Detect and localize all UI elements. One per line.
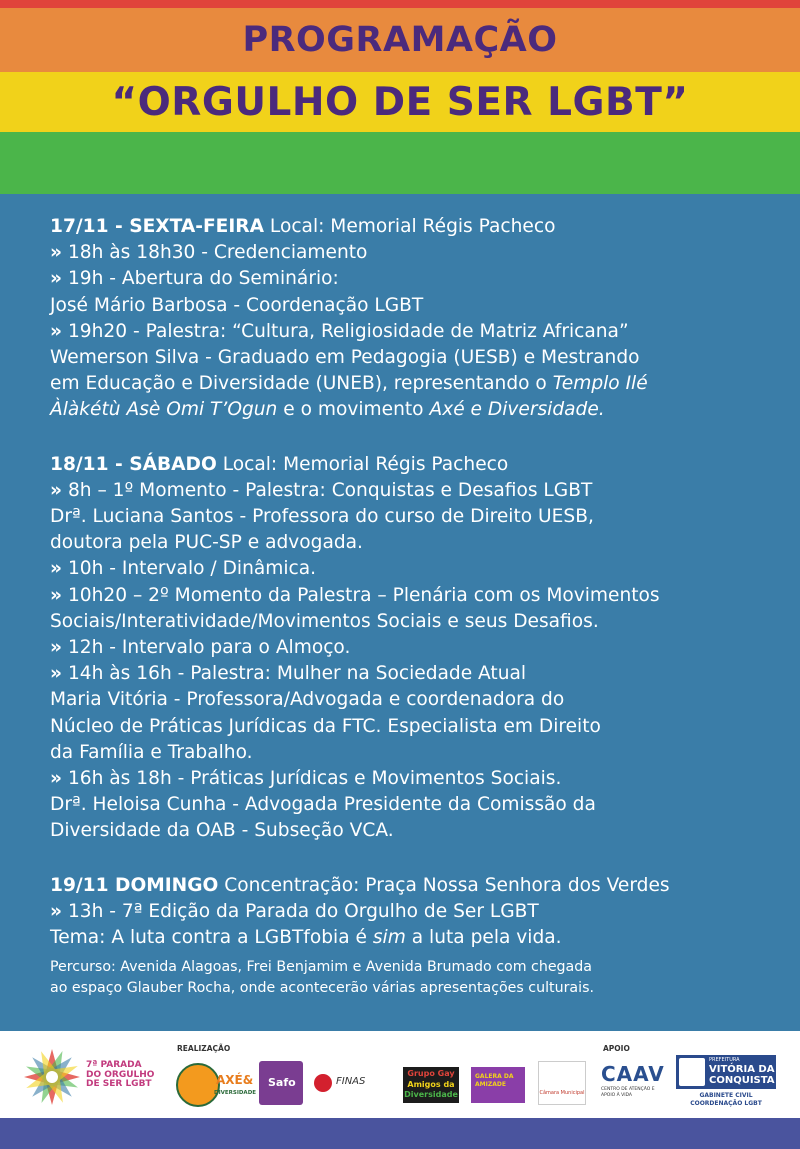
- footer-logos: [0, 1031, 800, 1118]
- schedule-item: [50, 899, 790, 925]
- speaker-line: Drª. Luciana Santos - Professora do curso de Direito UESB,: [50, 506, 594, 528]
- text: em Educação e Diversidade (UNEB), representando o: [50, 373, 553, 395]
- rainbow-stripe-green: [0, 132, 800, 194]
- realizacao-label: REALIZAÇÃO: [177, 1044, 231, 1053]
- day2-heading: 18/11 - SÁBADO: [50, 453, 217, 475]
- title-programacao: PROGRAMAÇÃO: [242, 20, 558, 60]
- bottom-stripe-purple: [0, 1118, 800, 1149]
- italic-text: sim: [372, 927, 406, 949]
- speaker-line: [50, 371, 790, 397]
- axe-diversidade-logo-icon: [176, 1063, 220, 1107]
- schedule-item: [50, 661, 790, 687]
- schedule-item: [50, 556, 790, 582]
- day2-location: Local: Memorial Régis Pacheco: [216, 453, 509, 475]
- schedule-item: [50, 319, 790, 345]
- bullet-icon: »: [50, 663, 63, 685]
- camara-logo: Câmara Municipal: [538, 1061, 586, 1105]
- grupo-gay-logo: [403, 1067, 459, 1103]
- speaker-line: Drª. Heloisa Cunha - Advogada Presidente da Comissão da: [50, 794, 596, 816]
- schedule-item: [50, 635, 790, 661]
- item-text: 18h às 18h30 - Credenciamento: [67, 242, 368, 264]
- bullet-icon: »: [50, 637, 63, 659]
- day1-heading-line: [50, 214, 790, 240]
- galera-amizade-logo: GALERA DA AMIZADE: [471, 1067, 525, 1103]
- speaker-line: [50, 397, 790, 423]
- spacer: [50, 845, 790, 873]
- italic-text: Axé e Diversidade.: [429, 399, 605, 421]
- bullet-icon: »: [50, 320, 63, 342]
- prefeitura-crest-icon: [679, 1058, 705, 1086]
- grupo-gay-line: Diversidade: [404, 1090, 458, 1099]
- prefeitura-logo: [676, 1055, 776, 1089]
- item-text: 19h20 - Palestra: “Cultura, Religiosidade de Matriz Africana”: [67, 320, 629, 342]
- bullet-icon: »: [50, 268, 63, 290]
- prefeitura-line: VITÓRIA DA: [709, 1064, 775, 1075]
- item-text: 16h às 18h - Práticas Jurídicas e Movimentos Sociais.: [67, 768, 562, 790]
- theme-line: [50, 925, 790, 951]
- spacer: [50, 424, 790, 452]
- caav-logo-sub: CENTRO DE ATENÇÃO E APOIO À VIDA: [601, 1087, 655, 1098]
- parada-logo-text: [86, 1061, 154, 1090]
- day3-heading: 19/11 DOMINGO: [50, 874, 219, 896]
- bullet-icon: »: [50, 900, 63, 922]
- gabinete-text: [676, 1092, 776, 1108]
- gabinete-line: GABINETE CIVIL: [699, 1092, 753, 1099]
- speaker-line: Wemerson Silva - Graduado em Pedagogia (UESB) e Mestrando: [50, 347, 640, 369]
- schedule-item: [50, 478, 790, 504]
- item-text: 19h - Abertura do Seminário:: [67, 268, 339, 290]
- grupo-gay-line: Amigos da: [407, 1079, 455, 1089]
- bullet-icon: »: [50, 479, 63, 501]
- italic-text: Templo Ilé: [552, 373, 648, 395]
- route-line: ao espaço Glauber Rocha, onde acontecerão várias apresentações culturais.: [50, 979, 594, 996]
- gabinete-line: COORDENAÇÃO LGBT: [690, 1100, 762, 1107]
- parada-line: 7ª PARADA: [86, 1060, 142, 1070]
- text: Tema: A luta contra a LGBTfobia é: [50, 927, 373, 949]
- item-text: 10h20 – 2º Momento da Palestra – Plenária com os Movimentos: [67, 584, 660, 606]
- speaker-line: José Mário Barbosa - Coordenação LGBT: [50, 294, 424, 316]
- schedule-item: [50, 766, 790, 792]
- route-line: Percurso: Avenida Alagoas, Frei Benjamim e Avenida Brumado com chegada: [50, 959, 592, 976]
- speaker-line: da Família e Trabalho.: [50, 741, 253, 763]
- safo-logo-text: Safo: [268, 1076, 296, 1089]
- speaker-line: doutora pela PUC-SP e advogada.: [50, 532, 363, 554]
- parada-line: DE SER LGBT: [86, 1079, 152, 1089]
- item-text: 13h - 7ª Edição da Parada do Orgulho de Ser LGBT: [67, 900, 539, 922]
- finas-logo-icon: [314, 1074, 332, 1092]
- speaker-line: Diversidade da OAB - Subseção VCA.: [50, 820, 394, 842]
- parada-line: DO ORGULHO: [86, 1069, 155, 1080]
- prefeitura-line: CONQUISTA: [709, 1075, 775, 1086]
- schedule-content: [50, 214, 790, 998]
- apoio-label: APOIO: [603, 1044, 630, 1053]
- schedule-item: [50, 240, 790, 266]
- bullet-icon: »: [50, 768, 63, 790]
- prefeitura-line: PREFEITURA: [709, 1057, 740, 1063]
- day1-heading: 17/11 - SEXTA-FEIRA: [50, 216, 265, 237]
- schedule-panel: [0, 194, 800, 1031]
- day1-location: Local: Memorial Régis Pacheco: [264, 216, 556, 237]
- speaker-line: Maria Vitória - Professora/Advogada e coordenadora do: [50, 689, 565, 711]
- bullet-icon: »: [50, 584, 63, 606]
- italic-text: Àlàkétù Asè Omi T’Ogun: [50, 399, 278, 421]
- day2-heading-line: [50, 452, 790, 478]
- title-orgulho: “ORGULHO DE SER LGBT”: [111, 80, 689, 125]
- day3-heading-line: [50, 873, 790, 899]
- item-text: 14h às 16h - Palestra: Mulher na Sociedade Atual: [67, 663, 527, 685]
- item-text: 8h – 1º Momento - Palestra: Conquistas e Desafios LGBT: [67, 479, 593, 501]
- bullet-icon: »: [50, 242, 63, 264]
- day3-location: Concentração: Praça Nossa Senhora dos Verdes: [218, 874, 670, 896]
- speaker-line: Núcleo de Práticas Jurídicas da FTC. Especialista em Direito: [50, 715, 601, 737]
- rainbow-stripe-red: [0, 0, 800, 8]
- schedule-item: [50, 266, 790, 292]
- text: e o movimento: [277, 399, 430, 421]
- bullet-icon: »: [50, 558, 63, 580]
- caav-logo-text: CAAV: [601, 1062, 665, 1086]
- axe-logo-text: AXÉ&: [216, 1073, 254, 1087]
- parada-logo-icon: [22, 1047, 82, 1107]
- grupo-gay-line: Grupo Gay: [407, 1069, 455, 1078]
- axe-logo-sub: DIVERSIDADE: [214, 1090, 257, 1096]
- speaker-line: Sociais/Interatividade/Movimentos Sociais e seus Desafios.: [50, 610, 599, 632]
- item-text: 12h - Intervalo para o Almoço.: [67, 637, 351, 659]
- finas-logo-text: FINAS: [336, 1076, 366, 1087]
- item-text: 10h - Intervalo / Dinâmica.: [67, 558, 317, 580]
- text: a luta pela vida.: [405, 927, 562, 949]
- schedule-item: [50, 583, 790, 609]
